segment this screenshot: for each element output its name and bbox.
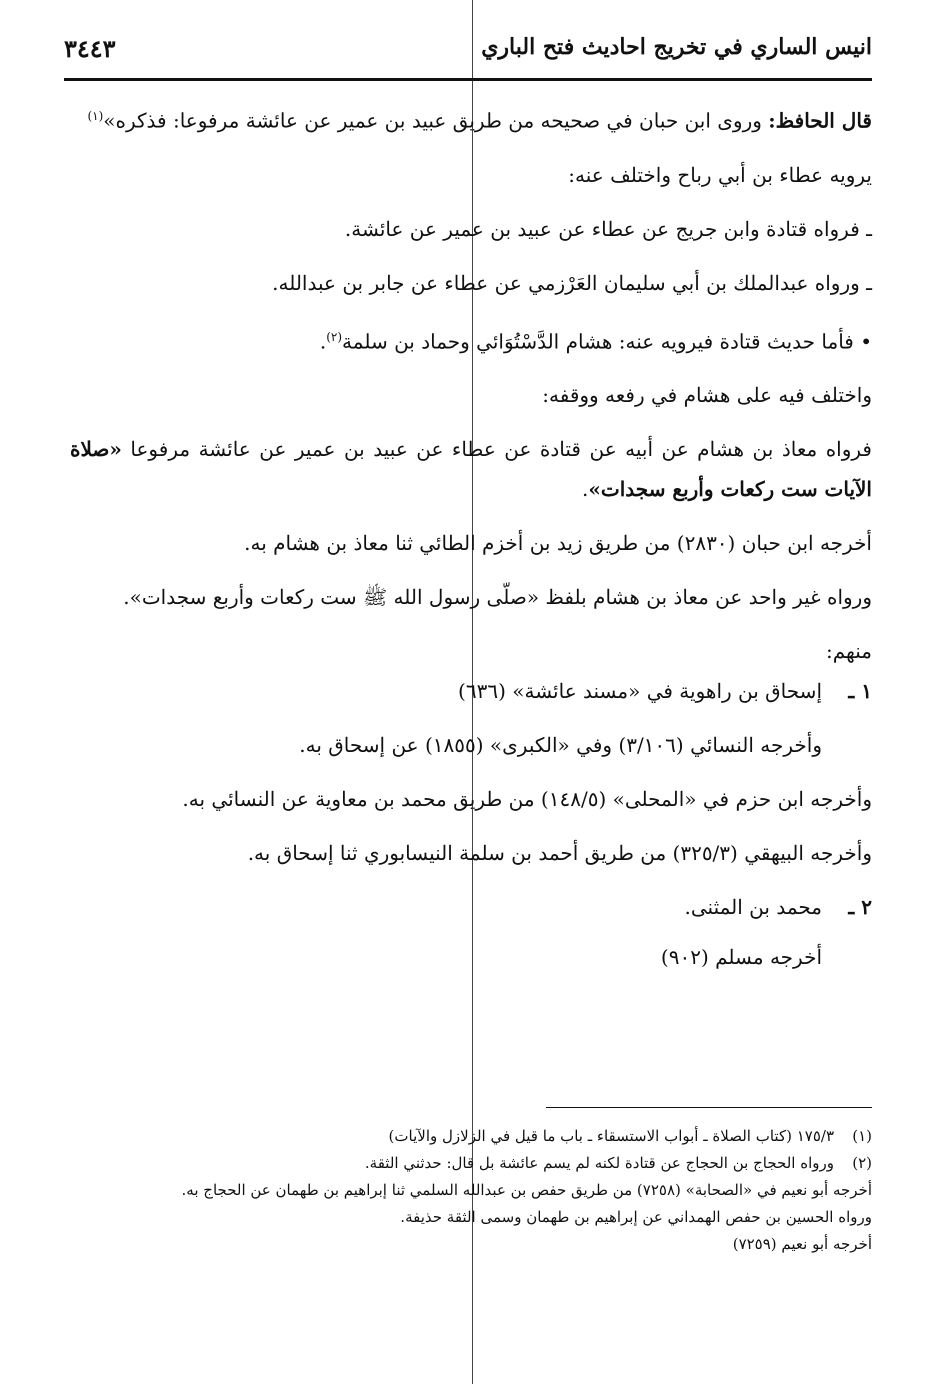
paragraph: أخرجه ابن حبان (٢٨٣٠) من طريق زيد بن أخزم الطائي ثنا معاذ بن هشام به. [244, 531, 872, 556]
footnote-2 [70, 1150, 872, 1177]
paragraph: ـ ورواه عبدالملك بن أبي سليمان العَرْزمي عن عطاء عن جابر بن عبدالله. [272, 270, 872, 295]
footnote-text: ١٧٥/٣ (كتاب الصلاة ـ أبواب الاستسقاء ـ باب ما قيل في الزلازل والآيات) [388, 1127, 834, 1145]
item-number: ١ ـ [848, 679, 872, 704]
running-title: انيس الساري في تخريج احاديث فتح الباري [481, 34, 872, 60]
footnote-number: (١) [852, 1127, 872, 1145]
item-line: أخرجه مسلم (٩٠٢) [660, 945, 822, 970]
paragraph-quote [70, 96, 872, 141]
footnote-1 [70, 1123, 872, 1150]
item-line: وأخرجه ابن حزم في «المحلى» (١٤٨/٥) من طريق محمد بن معاوية عن النسائي به. [182, 787, 872, 812]
footnote-2-line: ورواه الحسين بن حفص الهمداني عن إبراهيم بن طهمان وسمى الثقة حذيفة. [400, 1208, 872, 1226]
item-line: وأخرجه البيهقي (٣٢٥/٣) من طريق أحمد بن سلمة النيسابوري ثنا إسحاق به. [247, 841, 872, 866]
hadith-text: «صلاة الآيات ست ركعات وأربع سجدات» [70, 437, 872, 502]
item-number: ٢ ـ [848, 895, 872, 920]
footnotes [70, 1123, 872, 1258]
footnote-2-line: أخرجه أبو نعيم (٧٢٥٩) [732, 1235, 872, 1253]
paragraph-text: وروى ابن حبان في صحيحه من طريق عبيد بن عمير عن عائشة مرفوعا: فذكره» [103, 108, 769, 133]
item-text: محمد بن المثنى. [684, 895, 822, 920]
footnote-ref-1[interactable]: (١) [87, 109, 104, 123]
paragraph [70, 317, 872, 362]
item-text: إسحاق بن راهوية في «مسند عائشة» (٦٣٦) [458, 679, 822, 704]
item-line: وأخرجه النسائي (٣/١٠٦) وفي «الكبرى» (١٨٥٥) عن إسحاق به. [299, 733, 822, 758]
paragraph-text: • فأما حديث قتادة فيرويه عنه: هشام الدَّسْتُوَائي وحماد بن سلمة [342, 329, 872, 354]
paragraph: منهم: [825, 639, 872, 664]
main-text [70, 96, 872, 977]
footnote-2-line: أخرجه أبو نعيم في «الصحابة» (٧٢٥٨) من طريق حفص بن عبدالله السلمي ثنا إبراهيم بن طهمان عن الحجاج به. [181, 1181, 872, 1199]
footnote-number: (٢) [852, 1154, 872, 1172]
paragraph: يرويه عطاء بن أبي رباح واختلف عنه: [568, 162, 872, 187]
paragraph-text: فرواه معاذ بن هشام عن أبيه عن قتادة عن عطاء عن عبيد بن عمير عن عائشة مرفوعا [121, 437, 872, 462]
footnote-rule [546, 1107, 872, 1108]
header-rule [64, 78, 872, 81]
running-header [64, 34, 872, 74]
footnote-ref-2[interactable]: (٢) [326, 329, 343, 344]
numbered-item-1 [70, 671, 872, 873]
footnote-text: ورواه الحجاج بن الحجاج عن قتادة لكنه لم يسم عائشة بل قال: حدثني الثقة. [364, 1154, 834, 1172]
speaker-label: قال الحافظ: [768, 108, 872, 133]
paragraph-end: . [319, 329, 327, 354]
paragraph-end: . [582, 477, 589, 502]
paragraph: واختلف فيه على هشام في رفعه ووقفه: [542, 383, 872, 408]
paragraph: ـ فرواه قتادة وابن جريج عن عطاء عن عبيد بن عمير عن عائشة. [344, 216, 872, 241]
paragraph [70, 429, 872, 509]
paragraph: ورواه غير واحد عن معاذ بن هشام بلفظ «صلّى رسول الله ﷺ ست ركعات وأربع سجدات». [123, 585, 872, 610]
numbered-item-2 [70, 887, 872, 977]
page-number: ٣٤٤٣ [64, 34, 116, 63]
